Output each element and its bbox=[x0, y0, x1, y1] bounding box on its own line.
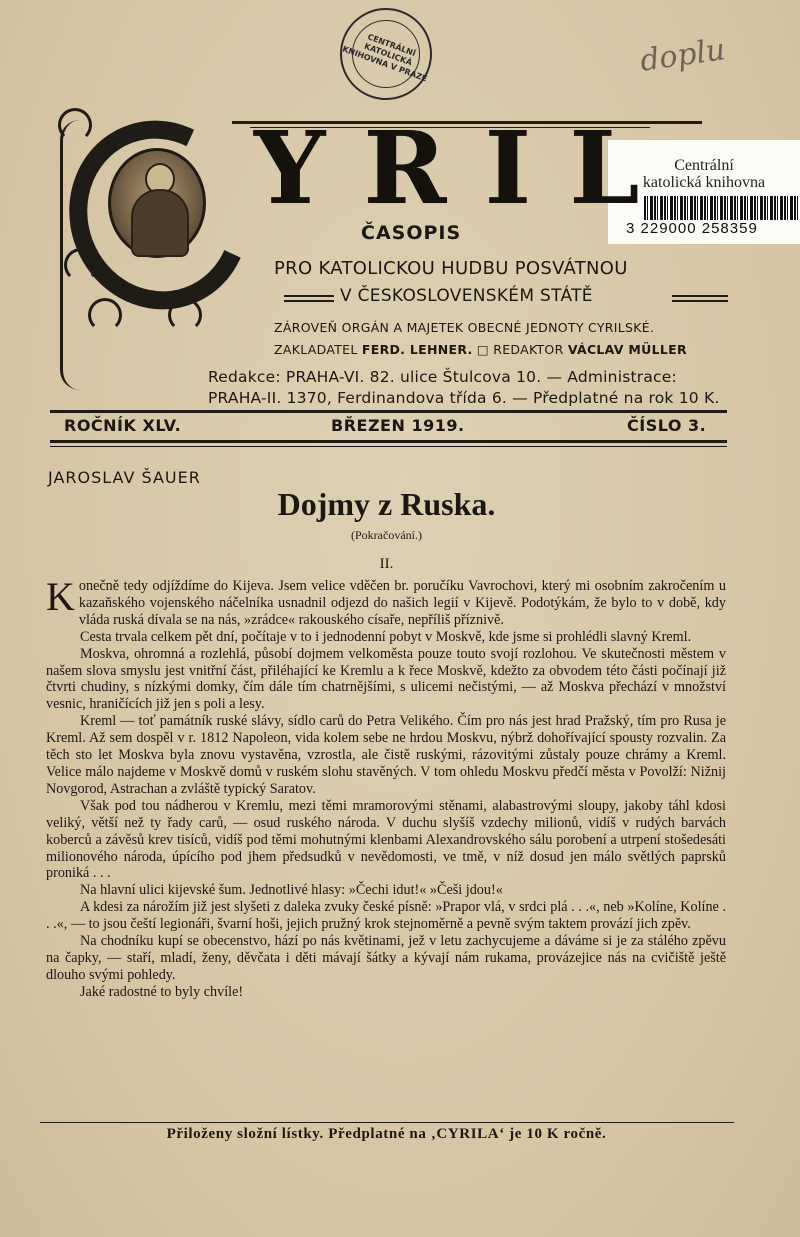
handwritten-note: doplu bbox=[637, 32, 728, 79]
address-line-2: PRAHA-II. 1370, Ferdinandova třída 6. — Předplatné na rok 10 K. bbox=[208, 389, 720, 407]
swirl-ornament-low bbox=[88, 298, 122, 332]
paragraph-8: Na chodníku kupí se obecenstvo, hází po nás květinami, jež v letu zachycujeme a dáváme si je za stálého zpěvu na čapky, — staří, mladí, ženy, děvčata i děti mávají šátky a kývají nám rukama, provázejice nás na cvičiště ještě dlouho svými pohledy. bbox=[46, 933, 726, 983]
paragraph-1-text: onečně tedy odjíždíme do Kijeva. Jsem velice vděčen br. poručíku Vavrochovi, který mi osobním zakročením u kazaňského vojenského náčelníka usnadnil odjezd do našich legií v Kijevě. Podotýkám, že bylo to v době, kdy vláda ruská dívala se na nás, »zrádce« rakouského císaře, nepříliš příznivě. bbox=[78, 578, 726, 628]
issue-rule-bottom bbox=[50, 440, 727, 443]
decor-rule bbox=[284, 295, 334, 297]
article-title: Dojmy z Ruska. bbox=[277, 486, 496, 522]
issue-rule-top bbox=[50, 410, 727, 413]
decor-rule bbox=[672, 295, 728, 297]
saint-body bbox=[131, 189, 189, 257]
article-part-number: II. bbox=[379, 556, 394, 572]
footer-rule bbox=[40, 1122, 734, 1123]
decor-rule bbox=[284, 300, 334, 302]
editor-label: REDAKTOR bbox=[493, 342, 564, 357]
masthead-line-3: ZÁROVEŇ ORGÁN A MAJETEK OBECNÉ JEDNOTY CYRILSKÉ. bbox=[274, 320, 655, 335]
paragraph-5: Však pod tou nádherou v Kremlu, mezi těmi mramorovými stěnami, alabastrovými sloupy, jakoby táhl kdosi veliký, větší než ty řady carů, — osud ruského národa. V duchu slyšíš vzdechy milionů, vidíš v rudých barvách koberců a závěsů krev tisíců, vidíš pod těmi mohutnými klenbami Alexandrovského sálu porobení a utrpení stošedesáti milionového národa, úpícího pod jhem předsudků v nevědomosti, ve tmě, v níž dosud jen málo světlých paprsků proniká . . . bbox=[46, 797, 726, 882]
library-stamp bbox=[340, 8, 432, 100]
paragraph-3: Moskva, ohromná a rozlehlá, působí dojmem velkoměsta pouze touto svojí rozlohou. Ve skutečnosti městem v našem slova smyslu jest vnitřní část, přiléhající ke Kremlu a k řece Moskvě, kdežto za obvodem této části počínají již čtvrti chudiny, s nízkými domky, čím dále tím chatrnějšími, s ulicemi nečistými, — až Moskva přechází v množství vesnic, hraničících již jen s poli a lesy. bbox=[46, 645, 726, 713]
library-name-line1: Centrální bbox=[674, 157, 734, 174]
journal-subtitle: ČASOPIS bbox=[361, 222, 462, 244]
masthead-line-4 bbox=[274, 342, 687, 357]
founder-name: FERD. LEHNER. bbox=[361, 342, 473, 357]
stamp-text: CENTRÁLNÍ KATOLICKÁ KNIHOVNA V PRAZE bbox=[341, 32, 429, 84]
editor-name: VÁCLAV MÜLLER bbox=[567, 342, 687, 357]
library-name-line2: katolická knihovna bbox=[642, 174, 766, 191]
journal-title: YRIL bbox=[254, 109, 678, 227]
masthead-line-1: PRO KATOLICKOU HUDBU POSVÁTNOU bbox=[274, 258, 628, 279]
paragraph-7: A kdesi za nárožím již jest slyšeti z daleka zvuky české písně: »Prapor vlá, v srdci plá . . .«, neb »Kolíne, Kolíne . . .«, — to jsou čeští legionáři, švarní hoši, jejich pružný krok stejnoměrně a pevně svým taktem provází jich zpěv. bbox=[46, 899, 726, 933]
issue-date: BŘEZEN 1919. bbox=[331, 416, 465, 435]
decor-rule bbox=[672, 300, 728, 302]
paragraph-6: Na hlavní ulici kijevské šum. Jednotlivé hlasy: »Čechi idut!« »Češi jdou!« bbox=[80, 882, 503, 899]
issue-volume: ROČNÍK XLV. bbox=[64, 416, 182, 435]
issue-rule-bottom-thin bbox=[50, 446, 727, 447]
article-author: JAROSLAV ŠAUER bbox=[48, 468, 201, 487]
footer-notice: Přiloženy složní lístky. Předplatné na ‚CYRILA‘ je 10 K ročně. bbox=[166, 1126, 607, 1142]
barcode-number: 3 229000 258359 bbox=[626, 220, 758, 237]
issue-number: ČÍSLO 3. bbox=[627, 416, 707, 435]
drop-cap: K bbox=[46, 574, 75, 619]
paragraph-2: Cesta trvala celkem pět dní, počítaje v to i jednodenní pobyt v Moskvě, kde jsme si prohlédli slavný Kreml. bbox=[80, 628, 692, 645]
swirl-ornament-top bbox=[58, 108, 92, 142]
article-body bbox=[46, 574, 726, 1001]
paragraph-1 bbox=[46, 574, 726, 629]
paragraph-4: Kreml — toť památník ruské slávy, sídlo carů do Petra Velikého. Čím pro nás jest hrad Pražský, tím pro Rusa je Kreml. Až sem dospěl v r. 1812 Napoleon, vida kolem sebe ne hrdou Moskvu, nýbrž dohořívající spousty rozvalin. Za těch sto let Moskva byla znovu vystavěna, vzrostla, ale čistě ruskými, rázovitými zůstaly pouze chrámy a Kreml. Velice málo najdeme v Moskvě domů v ruském slohu stavěných. V tom ohledu Moskvu předčí města v Povolží: Nižnij Novgorod, Astrachan a zvláště typický Saratov. bbox=[46, 713, 726, 797]
address-line-1: Redakce: PRAHA-VI. 82. ulice Štulcova 10. — Administrace: bbox=[208, 368, 677, 386]
article-continuation: (Pokračování.) bbox=[351, 528, 422, 542]
separator-glyph: □ bbox=[476, 342, 489, 357]
saint-medallion bbox=[108, 148, 206, 258]
paragraph-9: Jaké radostné to byly chvíle! bbox=[80, 983, 244, 1000]
masthead-line-2: V ČESKOSLOVENSKÉM STÁTĚ bbox=[340, 286, 593, 306]
founder-label: ZAKLADATEL bbox=[274, 342, 358, 357]
